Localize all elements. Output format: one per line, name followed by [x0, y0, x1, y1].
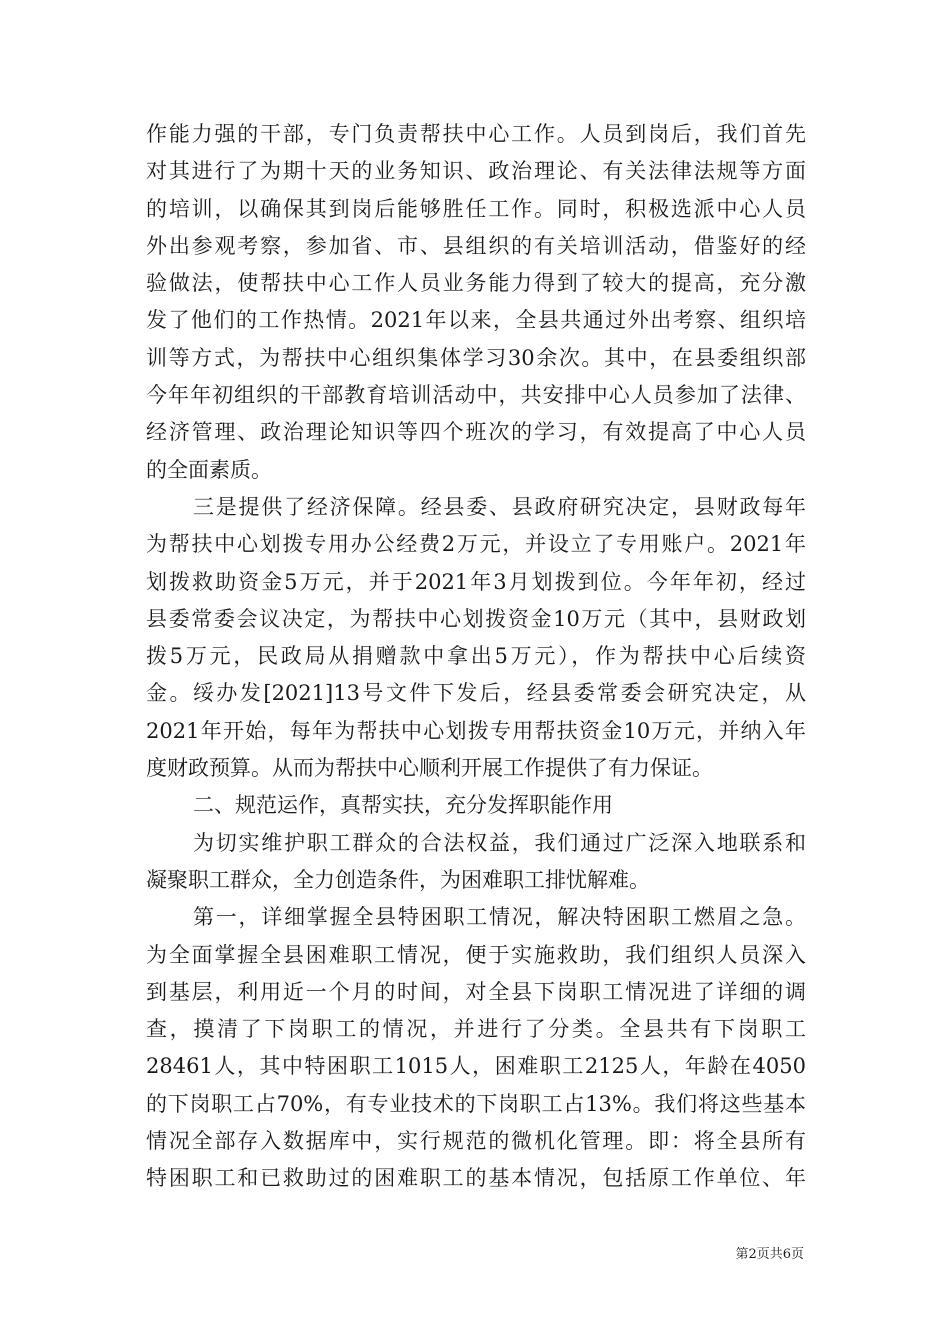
document-body	[146, 116, 806, 1198]
text-line: 今年年初组织的干部教育培训活动中，共安排中心人员参加了法律、	[146, 383, 806, 408]
text-line: 的下岗职工占70%，有专业技术的下岗职工占13%。我们将这些基本	[146, 1091, 806, 1116]
page-number: 第2页共6页	[735, 1247, 804, 1262]
text-line: 经济管理、政治理论知识等四个班次的学习，有效提高了中心人员	[146, 420, 806, 445]
text-line: 的全面素质。	[146, 457, 272, 482]
text-line: 为切实维护职工群众的合法权益，我们通过广泛深入地联系和	[193, 830, 806, 855]
text-line: 训等方式，为帮扶中心组织集体学习30余次。其中，在县委组织部	[146, 345, 806, 370]
text-line: 验做法，使帮扶中心工作人员业务能力得到了较大的提高，充分激	[146, 271, 806, 296]
text-line: 28461人，其中特困职工1015人，困难职工2125人，年龄在4050	[146, 1054, 806, 1079]
text-line: 情况全部存入数据库中，实行规范的微机化管理。即：将全县所有	[146, 1129, 806, 1154]
text-line: 的培训，以确保其到岗后能够胜任工作。同时，积极选派中心人员	[146, 196, 806, 221]
text-line: 作能力强的干部，专门负责帮扶中心工作。人员到岗后，我们首先	[146, 122, 806, 146]
text-line: 为帮扶中心划拨专用办公经费2万元，并设立了专用账户。2021年	[146, 532, 806, 557]
text-line: 查，摸清了下岗职工的情况，并进行了分类。全县共有下岗职工	[146, 1017, 806, 1042]
text-line: 发了他们的工作热情。2021年以来，全县共通过外出考察、组织培	[146, 308, 806, 333]
text-line: 凝聚职工群众，全力创造条件，为困难职工排忧解难。	[146, 867, 650, 892]
text-line: 特困职工和已救助过的困难职工的基本情况，包括原工作单位、年	[146, 1166, 806, 1191]
text-line: 2021年开始，每年为帮扶中心划拨专用帮扶资金10万元，并纳入年	[146, 718, 806, 743]
text-line: 外出参观考察，参加省、市、县组织的有关培训活动，借鉴好的经	[146, 233, 806, 258]
text-line: 为全面掌握全县困难职工情况，便于实施救助，我们组织人员深入	[146, 942, 806, 967]
text-line: 到基层，利用近一个月的时间，对全县下岗职工情况进了详细的调	[146, 979, 806, 1004]
text-line: 拨5万元，民政局从捐赠款中拿出5万元），作为帮扶中心后续资	[146, 644, 806, 669]
text-line: 县委常委会议决定，为帮扶中心划拨资金10万元（其中，县财政划	[146, 606, 806, 631]
text-line: 金。绥办发[2021]13号文件下发后，经县委常委会研究决定，从	[146, 681, 806, 706]
section-heading: 二、规范运作，真帮实扶，充分发挥职能作用	[193, 793, 613, 818]
text-line: 三是提供了经济保障。经县委、县政府研究决定，县财政每年	[193, 494, 806, 519]
text-line: 划拨救助资金5万元，并于2021年3月划拨到位。今年年初，经过	[146, 569, 806, 594]
text-line: 对其进行了为期十天的业务知识、政治理论、有关法律法规等方面	[146, 159, 806, 184]
text-line: 第一，详细掌握全县特困职工情况，解决特困职工燃眉之急。	[193, 905, 806, 930]
text-line: 度财政预算。从而为帮扶中心顺利开展工作提供了有力保证。	[146, 756, 713, 781]
